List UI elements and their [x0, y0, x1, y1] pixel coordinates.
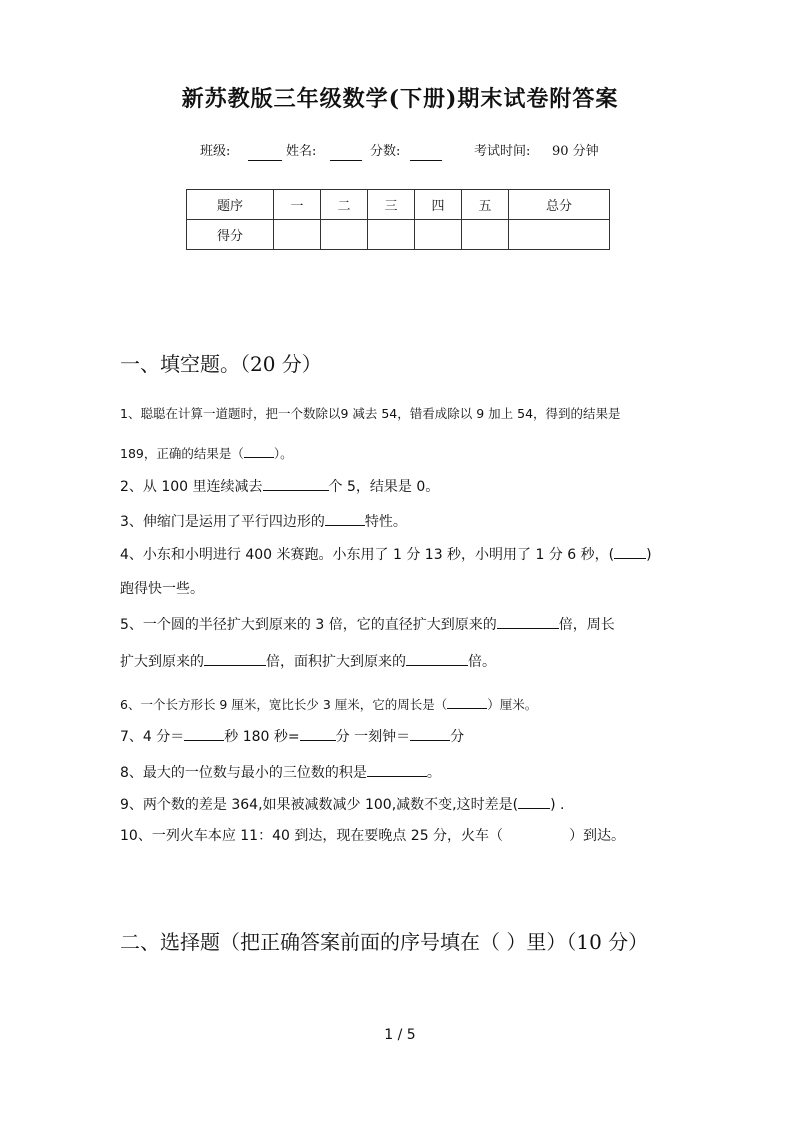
header-cell: 三: [368, 190, 415, 220]
score-label: 分数:: [370, 144, 401, 159]
answer-blank[interactable]: [614, 544, 646, 559]
question-3: 3、伸缩门是运用了平行四边形的 特性。: [120, 511, 407, 531]
answer-blank[interactable]: [518, 794, 550, 809]
score-cell[interactable]: [274, 220, 321, 250]
question-10: 10、一列火车本应 11：40 到达，现在要晚点 25 分，火车（ ）到达。: [120, 828, 626, 844]
header-cell: 四: [415, 190, 462, 220]
class-blank: [248, 146, 282, 161]
score-cell[interactable]: [462, 220, 509, 250]
header-cell: 二: [321, 190, 368, 220]
name-label: 姓名:: [286, 144, 317, 159]
answer-blank[interactable]: [497, 614, 559, 629]
time-label: 考试时间:: [474, 144, 531, 159]
question-4-line1: 4、小东和小明进行 400 米赛跑。小东用了 1 分 13 秒，小明用了 1 分 6 秒，( ): [120, 544, 652, 564]
section2-heading: 二、选择题（把正确答案前面的序号填在（ ）里）（10 分）: [120, 930, 649, 954]
row-label-score: 得分: [187, 220, 274, 250]
answer-blank[interactable]: [410, 726, 450, 741]
score-blank: [410, 146, 442, 161]
answer-blank[interactable]: [406, 651, 468, 666]
question-4-line2: 跑得快一些。: [120, 581, 204, 597]
question-5-line2: 扩大到原来的 倍，面积扩大到原来的 倍。: [120, 651, 496, 671]
answer-blank[interactable]: [300, 726, 336, 741]
score-cell[interactable]: [368, 220, 415, 250]
question-7: 7、4 分＝ 秒 180 秒= 分 一刻钟＝ 分: [120, 726, 464, 746]
question-1-line1: 1、聪聪在计算一道题时，把一个数除以9 减去 54，错看成除以 9 加上 54，得到的结果是: [120, 406, 621, 421]
answer-blank[interactable]: [244, 443, 274, 458]
score-cell[interactable]: [321, 220, 368, 250]
question-6: 6、一个长方形长 9 厘米，宽比长少 3 厘米，它的周长是（ ）厘米。: [120, 694, 537, 713]
answer-blank[interactable]: [447, 694, 487, 709]
answer-blank[interactable]: [204, 651, 266, 666]
question-9: 9、两个数的差是 364,如果被减数减少 100,减数不变,这时差是( ) .: [120, 794, 564, 814]
header-cell: 一: [274, 190, 321, 220]
header-cell-total: 总分: [509, 190, 610, 220]
name-blank: [330, 146, 362, 161]
table-row: [187, 190, 610, 220]
time-value: 90 分钟: [552, 144, 599, 159]
table-row: [187, 220, 610, 250]
question-5-line1: 5、一个圆的半径扩大到原来的 3 倍，它的直径扩大到原来的 倍，周长: [120, 614, 615, 634]
score-cell[interactable]: [415, 220, 462, 250]
exam-title: 新苏教版三年级数学(下册)期末试卷附答案: [181, 86, 619, 112]
row-label-question: 题序: [187, 190, 274, 220]
score-table: [186, 189, 610, 250]
question-2: 2、从 100 里连续减去 个 5，结果是 0。: [120, 476, 439, 496]
section1-heading: 一、填空题。（20 分）: [120, 352, 322, 376]
score-cell-total[interactable]: [509, 220, 610, 250]
answer-blank[interactable]: [367, 762, 427, 777]
class-label: 班级:: [200, 144, 231, 159]
page-indicator: 1 / 5: [384, 1027, 416, 1043]
answer-blank[interactable]: [263, 476, 329, 491]
question-1-line2: 189，正确的结果是（ ）。: [120, 443, 293, 462]
question-8: 8、最大的一位数与最小的三位数的积是 。: [120, 762, 441, 782]
answer-blank[interactable]: [325, 511, 365, 526]
header-cell: 五: [462, 190, 509, 220]
answer-blank[interactable]: [184, 726, 224, 741]
